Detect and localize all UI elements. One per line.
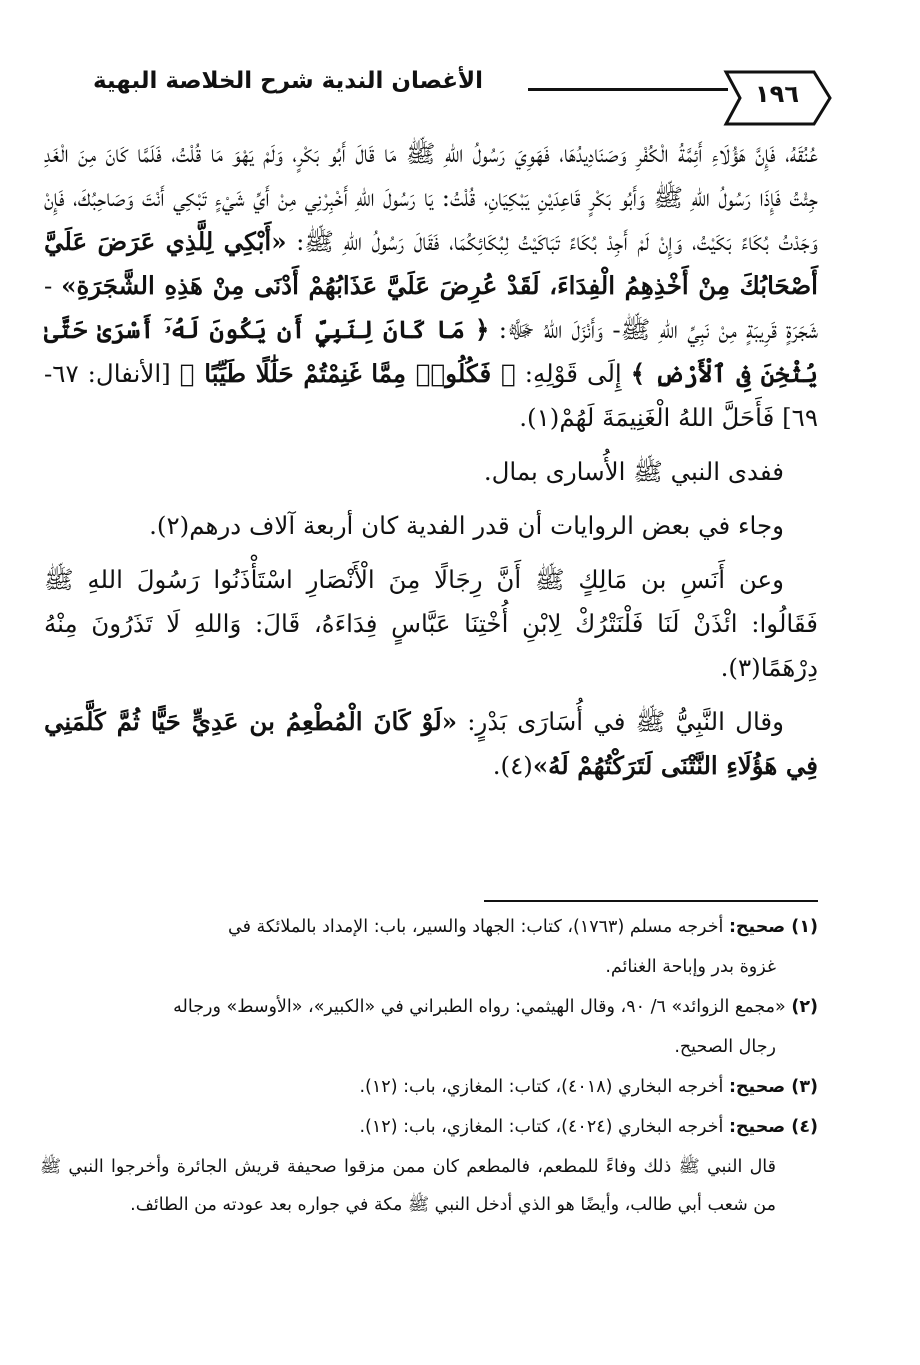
paragraph-mutim xyxy=(44,700,818,788)
footnote-2-continuation: رجال الصحيح. xyxy=(674,1037,776,1057)
footnote-4 xyxy=(40,1108,818,1146)
footnote-1-continuation: غزوة بدر وإباحة الغنائم. xyxy=(605,957,776,977)
narration-text-4: [الأنفال: ٦٧- ٦٩] فَأَحَلَّ اللهُ الْغَنِيمَةَ لَهُمْ(١). xyxy=(44,359,818,432)
footnote-1 xyxy=(40,908,818,946)
footnote-text: أخرجه البخاري (٤٠٢٤)، كتاب: المغازي، باب: (١٢). xyxy=(359,1117,729,1137)
book-title: الأغصان الندية شرح الخلاصة البهية xyxy=(92,68,484,94)
footnote-label: (٣) صحيح: xyxy=(728,1077,818,1097)
page-number: ١٩٦ xyxy=(755,80,799,108)
footnote-text: «مجمع الزوائد» ٦/ ٩٠، وقال الهيثمي: رواه الطبراني في «الكبير»، «الأوسط» ورجاله xyxy=(173,997,792,1017)
footnote-4-continuation: قال النبي ﷺ ذلك وفاءً للمطعم، فالمطعم كان ممن مزقوا صحيفة قريش الجائرة وأخرجوا النبي ﷺ من شعب أبي طالب، وأيضًا هو الذي أدخل النبي ﷺ مكة في جواره بعد عودته من الطائف. xyxy=(40,1157,776,1215)
narration-text: عُنُقَهُ، فَإِنَّ هَؤُلَاءِ أَئِمَّةُ الْكُفْرِ وَصَنَادِيدُهَا، فَهَوِيَ رَسُولُ اللهِ ﷺ مَا قَالَ أَبُو بَكْرٍ، وَلَمْ يَهْوَ مَا قُلْتُ، فَلَمَّا كَانَ مِنَ الْغَدِ جِئْتُ فَإِذَا رَسُولُ اللهِ ﷺ وَأَبُو بَكْرٍ قَاعِدَيْنِ يَبْكِيَانِ، قُلْتُ: يَا رَسُولَ اللهِ أَخْبِرْنِي مِنْ أَيِّ شَيْءٍ تَبْكِي أَنْتَ وَصَاحِبُكَ، فَإِنْ وَجَدْتُ بُكَاءً بَكَيْتُ، وَإِنْ لَمْ أَجِدْ بُكَاءً تَبَاكَيْتُ لِبُكَائِكُمَا، فَقَالَ رَسُولُ اللهِ ﷺ: xyxy=(44,139,818,256)
narration-text-2: - شَجَرَةٍ قَرِيبَةٍ مِنْ نَبِيِّ اللهِ ﷺ- وَأَنْزَلَ اللهُ ﷻ: xyxy=(44,271,819,344)
paragraph-ransom: ففدى النبي ﷺ الأُسارى بمال. xyxy=(483,457,784,486)
narration-text-5: وقال النَّبِيُّ ﷺ في أُسَارَى بَدْرٍ: xyxy=(457,707,784,736)
hadith-quote-2: «لَوْ كَانَ الْمُطْعِمُ بن عَدِيٍّ حَيًّا ثُمَّ كَلَّمَنِي فِي هَؤُلَاءِ النَّتْنَى لَتَرَكْتُهُمْ لَهُ» xyxy=(44,707,818,780)
footnote-2 xyxy=(40,988,818,1026)
footnote-label: (٢) xyxy=(791,997,818,1017)
footnotes xyxy=(40,908,818,1226)
paragraph-ransom-amount: وجاء في بعض الروايات أن قدر الفدية كان أربعة آلاف درهم(٢). xyxy=(149,511,784,540)
hadith-quote: «أَبْكِي لِلَّذِي عَرَضَ عَلَيَّ أَصْحَابُكَ مِنْ أَخْذِهِمُ الْفِدَاءَ، لَقَدْ عُرِضَ عَلَيَّ عَذَابُهُمْ أَدْنَى مِنْ هَذِهِ الشَّجَرَةِ» xyxy=(44,227,818,300)
footnote-label: (٤) صحيح: xyxy=(728,1117,818,1137)
header-rule xyxy=(528,88,728,91)
main-text xyxy=(44,132,818,798)
page-number-badge xyxy=(722,68,832,128)
footnote-3 xyxy=(40,1068,818,1106)
footnote-text: أخرجه مسلم (١٧٦٣)، كتاب: الجهاد والسير، باب: الإمداد بالملائكة في xyxy=(227,917,729,937)
quran-verse-1: ﴿ مَا كَانَ لِنَبِيٍّ أَن يَكُونَ لَهُۥٓ أَسْرَىٰ حَتَّىٰ يُثْخِنَ فِى ٱلْأَرْضِ ﴾ xyxy=(44,315,818,388)
paragraph-anas: وعن أَنَسِ بن مَالِكٍ ﷺ أَنَّ رِجَالًا مِنَ الْأَنْصَارِ اسْتَأْذَنُوا رَسُولَ اللهِ ﷺ فَقَالُوا: ائْذَنْ لَنَا فَلْنَتْرُكْ لِابْنِ أُخْتِنَا عَبَّاسٍ فِدَاءَهُ، قَالَ: وَاللهِ لَا تَذَرُونَ مِنْهُ دِرْهَمًا(٣). xyxy=(44,565,818,682)
quran-verse-2: ﴿ فَكُلُوا۟ مِمَّا غَنِمْتُمْ حَلَٰلًا طَيِّبًا ﴾ xyxy=(179,359,516,388)
footnote-text: أخرجه البخاري (٤٠١٨)، كتاب: المغازي، باب: (١٢). xyxy=(359,1077,729,1097)
paragraph-hadith-badr xyxy=(44,132,818,440)
footnote-label: (١) صحيح: xyxy=(728,917,818,937)
narration-text-3: إِلَى قَوْلِهِ: xyxy=(515,359,631,388)
footnote-ref: (٤). xyxy=(492,751,533,780)
footnote-separator xyxy=(484,900,818,902)
